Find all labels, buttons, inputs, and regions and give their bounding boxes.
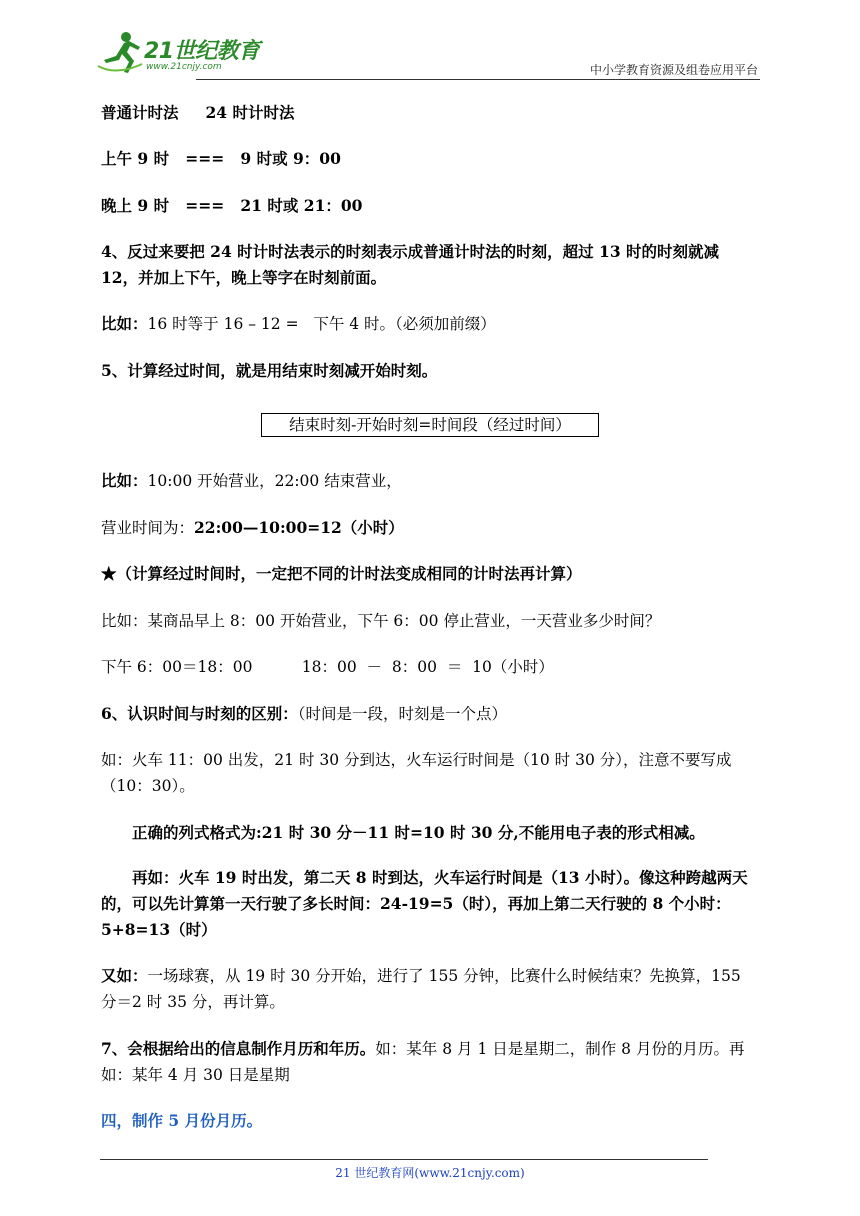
- example-16h: [101, 313, 496, 335]
- page-footer: 21 世纪教育网(www.21cnjy.com): [335, 1166, 525, 1180]
- correct-format: 正确的列式格式为:21 时 30 分－11 时=10 时 30 分,不能用电子表的形式相减。: [132, 823, 705, 842]
- point-4: 4、反过来要把 24 时计时法表示的时刻表示成普通计时法的时刻，超过 13 时的时刻就减 12，并加上下午，晚上等字在时刻前面。: [101, 242, 720, 287]
- example-train-1: 如：火车 11：00 出发，21 时 30 分到达，火车运行时间是（10 时 30 分），注意不要写成（10：30）。: [101, 751, 732, 795]
- header-divider: [196, 79, 760, 80]
- point-6-note: （时间是一段，时刻是一个点）: [297, 705, 508, 723]
- point-7-text: 如：某年 8 月 1 日是星期二，制作 8 月份的月历。再如：某年 4 月 30 日是星期: [101, 1040, 745, 1084]
- section-4-heading: 四，制作 5 月份月历。: [101, 1111, 263, 1130]
- example-match: [101, 963, 761, 1015]
- example-shop-calc: 下午 6：00＝18：00 18：00 － 8：00 ＝ 10（小时）: [101, 658, 554, 676]
- site-logo: [96, 30, 266, 78]
- point-7: [101, 1036, 761, 1088]
- point-6: [101, 703, 507, 725]
- example-label: 又如：: [101, 966, 148, 985]
- example-text: 16 时等于 16 – 12 = 下午 4 时。（必须加前缀）: [147, 315, 496, 333]
- line-morning-9: 上午 9 时 === 9 时或 9：00: [101, 149, 341, 168]
- result-value: 22:00—10:00=12（小时）: [194, 518, 404, 537]
- example-label: 比如：: [101, 471, 148, 490]
- point-6-title: 6、认识时间与时刻的区别：: [101, 704, 298, 723]
- footer-divider: [100, 1159, 708, 1160]
- runner-icon: [96, 30, 146, 74]
- business-hours-result: [101, 517, 404, 539]
- point-7-title: 7、会根据给出的信息制作月历和年历。: [101, 1039, 376, 1058]
- line-evening-9: 晚上 9 时 === 21 时或 21：00: [101, 196, 363, 215]
- logo-text: 21世纪教育: [144, 39, 260, 64]
- result-prefix: 营业时间为：: [101, 519, 195, 537]
- example-text: 一场球赛，从 19 时 30 分开始，进行了 155 分钟，比赛什么时候结束？先换算，155 分＝2 时 35 分，再计算。: [101, 967, 741, 1011]
- logo-url: www.21cnjy.com: [146, 62, 222, 72]
- example-train-2: 再如：火车 19 时出发，第二天 8 时到达，火车运行时间是（13 小时）。像这种跨越两天的，可以先计算第一天行驶了多长时间：24-19=5（时），再加上第二天行驶的 8 个小时：5+8=13（时）: [101, 868, 748, 939]
- page-header: [96, 30, 760, 80]
- platform-name: 中小学教育资源及组卷应用平台: [589, 63, 758, 77]
- example-shop: 比如：某商品早上 8：00 开始营业，下午 6：00 停止营业，一天营业多少时间？: [101, 612, 661, 630]
- formula-box: 结束时刻-开始时刻=时间段（经过时间）: [261, 413, 599, 437]
- example-business-hours: [101, 470, 402, 492]
- star-note: ★（计算经过时间时，一定把不同的计时法变成相同的计时法再计算）: [101, 564, 582, 583]
- example-text: 10:00 开始营业，22:00 结束营业，: [147, 472, 402, 490]
- example-label: 比如：: [101, 314, 148, 333]
- line-timing-systems: 普通计时法 24 时计时法: [101, 103, 295, 122]
- point-5: 5、计算经过时间，就是用结束时刻减开始时刻。: [101, 361, 438, 380]
